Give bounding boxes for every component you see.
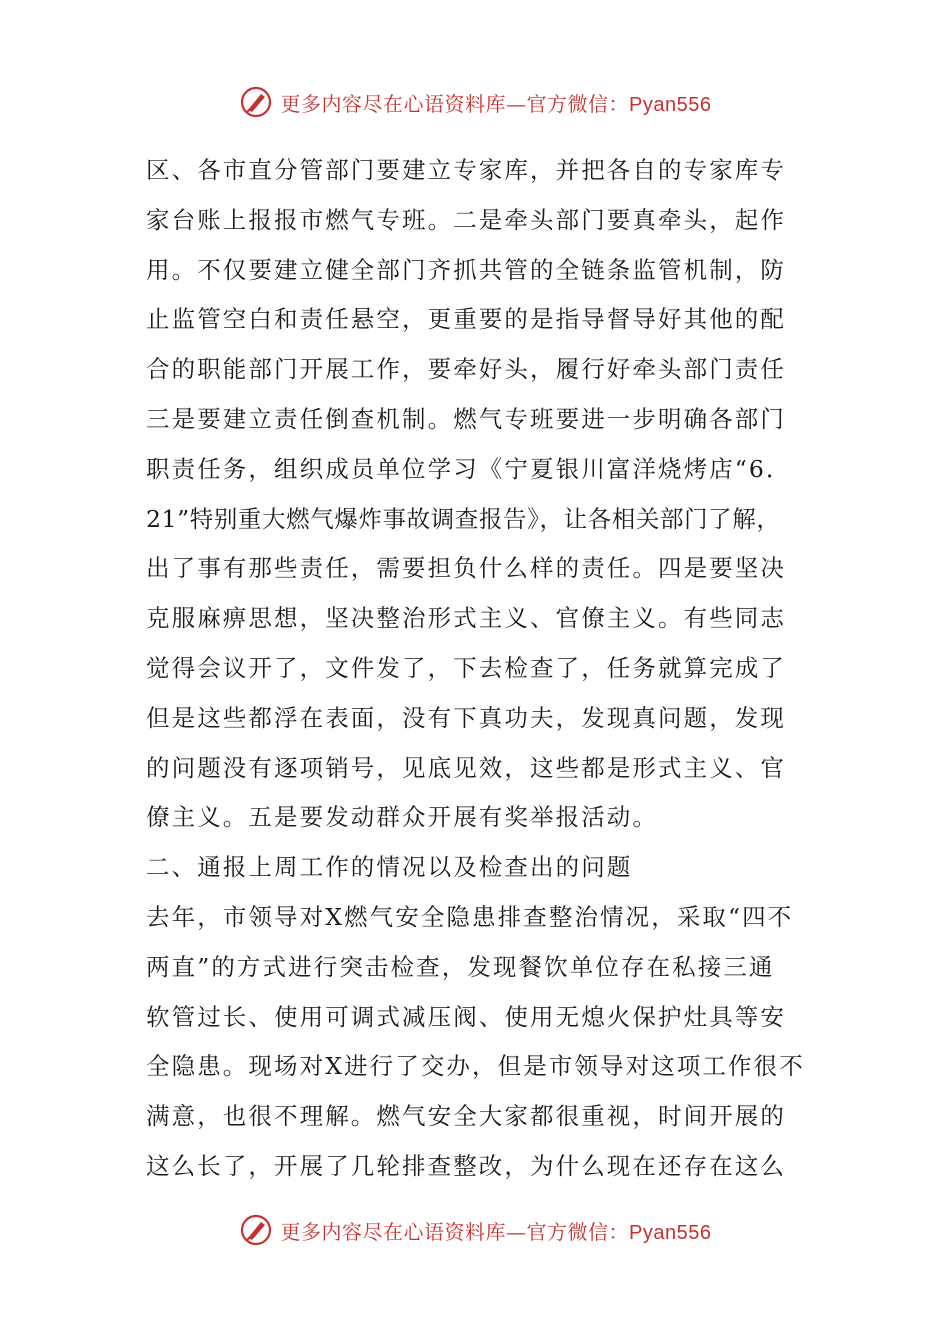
body-line: 职责任务，组织成员单位学习《宁夏银川富洋烧烤店“6． — [146, 454, 792, 483]
body-line: 全隐患。现场对X进行了交办，但是市领导对这项工作很不 — [146, 1052, 805, 1081]
body-line: 两直”的方式进行突击检查，发现餐饮单位存在私接三通 — [146, 952, 775, 981]
body-line: 的问题没有逐项销号，见底见效，这些都是形式主义、官 — [146, 753, 786, 782]
body-line: 用。不仅要建立健全部门齐抓共管的全链条监管机制，防 — [146, 255, 786, 284]
body-line: 软管过长、使用可调式减压阀、使用无熄火保护灶具等安 — [146, 1002, 786, 1031]
header-watermark — [0, 82, 950, 122]
body-line: 觉得会议开了，文件发了，下去检查了，任务就算完成了 — [146, 653, 786, 682]
body-line: 合的职能部门开展工作，要牵好头，履行好牵头部门责任 — [146, 355, 786, 384]
body-line: 克服麻痹思想，坚决整治形式主义、官僚主义。有些同志 — [146, 604, 786, 633]
body-line: 家台账上报报市燃气专班。二是牵头部门要真牵头，起作 — [146, 205, 786, 234]
watermark-text: 更多内容尽在心语资料库—官方微信：Pyan556 — [280, 91, 712, 116]
section-heading: 二、通报上周工作的情况以及检查出的问题 — [146, 853, 633, 882]
quill-pen-logo-icon — [239, 1213, 273, 1247]
body-line: 满意，也很不理解。燃气安全大家都很重视，时间开展的 — [146, 1102, 786, 1131]
body-line: 出了事有那些责任，需要担负什么样的责任。四是要坚决 — [146, 554, 786, 583]
body-line: 止监管空白和责任悬空，更重要的是指导督导好其他的配 — [146, 305, 786, 334]
quill-pen-logo-icon — [239, 85, 273, 119]
body-line: 去年，市领导对X燃气安全隐患排查整治情况，采取“四不 — [146, 902, 794, 931]
body-line: 僚主义。五是要发动群众开展有奖举报活动。 — [146, 803, 658, 832]
body-line: 但是这些都浮在表面，没有下真功夫，发现真问题，发现 — [146, 703, 786, 732]
body-line: 这么长了，开展了几轮排查整改，为什么现在还存在这么 — [146, 1151, 786, 1180]
wechat-id: Pyan556 — [629, 1221, 712, 1244]
body-line: 三是要建立责任倒查机制。燃气专班要进一步明确各部门 — [146, 404, 786, 433]
body-line: 区、各市直分管部门要建立专家库，并把各自的专家库专 — [146, 156, 786, 184]
body-line: 21”特别重大燃气爆炸事故调查报告》，让各相关部门了解， — [146, 504, 781, 533]
watermark-text: 更多内容尽在心语资料库—官方微信：Pyan556 — [280, 1219, 712, 1244]
document-body — [146, 146, 836, 1192]
footer-watermark — [0, 1210, 950, 1250]
wechat-id: Pyan556 — [629, 93, 712, 116]
